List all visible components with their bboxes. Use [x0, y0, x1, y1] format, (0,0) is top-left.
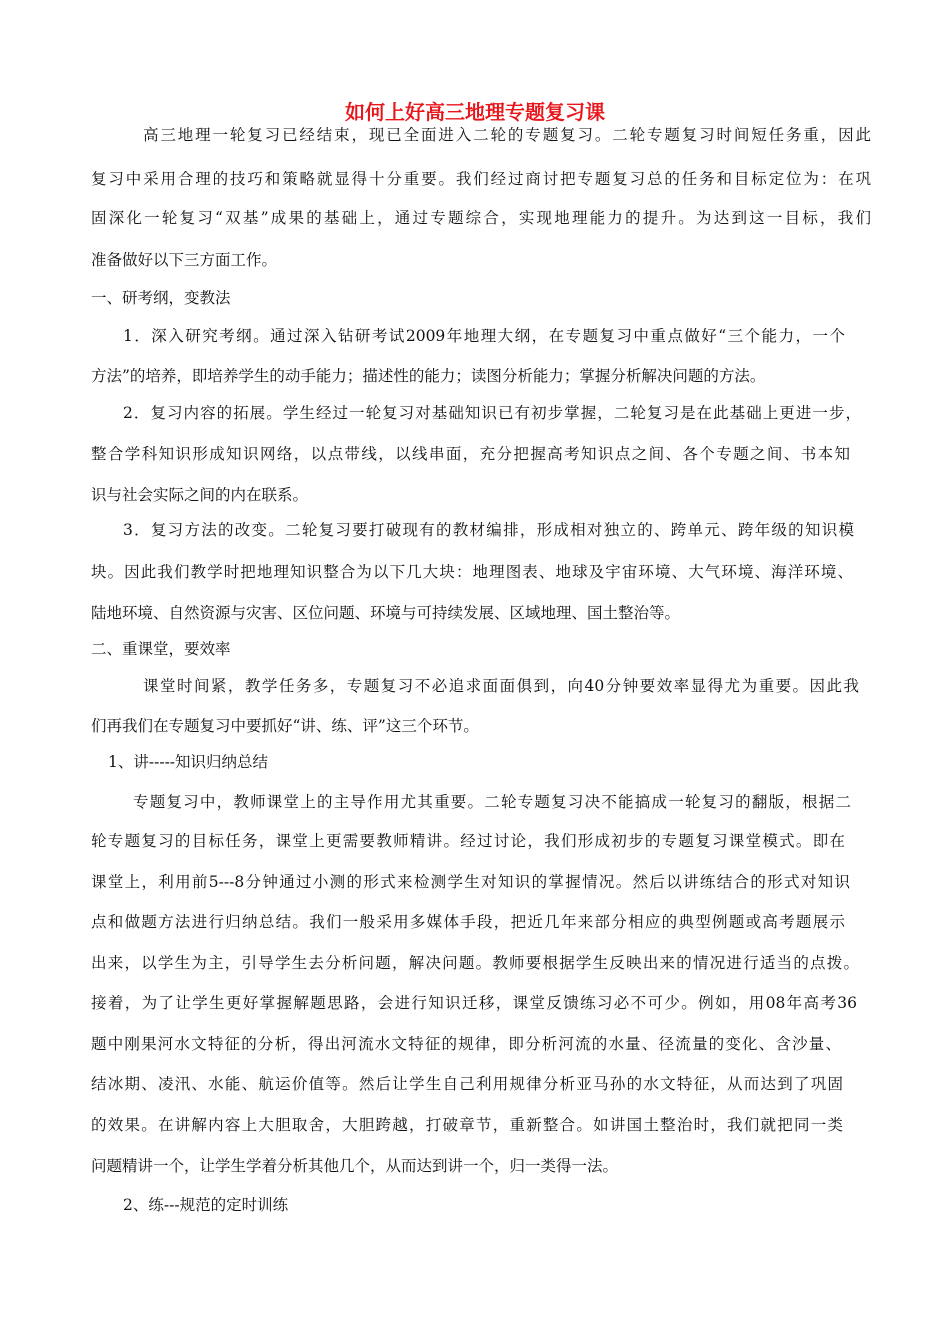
paragraph-line: 1．深入研究考纲。通过深入钻研考试2009年地理大纲，在专题复习中重点做好“三个能力，一个 — [123, 327, 845, 345]
paragraph-line: 课堂时间紧，教学任务多，专题复习不必追求面面俱到，向40分钟要效率显得尤为重要。因此我 — [143, 677, 859, 695]
paragraph-line: 高三地理一轮复习已经结束，现已全面进入二轮的专题复习。二轮专题复习时间短任务重，因此 — [143, 126, 871, 144]
section-heading: 一、研考纲，变教法 — [91, 289, 231, 307]
paragraph-line: 固深化一轮复习“双基”成果的基础上，通过专题综合，实现地理能力的提升。为达到这一目标，我们 — [91, 209, 871, 227]
paragraph-line: 点和做题方法进行归纳总结。我们一般采用多媒体手段，把近几年来部分相应的典型例题或高考题展示 — [91, 913, 845, 931]
paragraph-line: 题中刚果河水文特征的分析，得出河流水文特征的规律，即分析河流的水量、径流量的变化、含沙量、 — [91, 1035, 841, 1053]
paragraph-line: 们再我们在专题复习中要抓好“讲、练、评”这三个环节。 — [91, 717, 479, 735]
paragraph-line: 的效果。在讲解内容上大胆取舍，大胆跨越，打破章节，重新整合。如讲国土整治时，我们就把同一类 — [91, 1116, 843, 1134]
paragraph-line: 复习中采用合理的技巧和策略就显得十分重要。我们经过商讨把专题复习总的任务和目标定位为：在巩 — [91, 170, 871, 188]
subsection-heading: 1、讲-----知识归纳总结 — [108, 753, 269, 771]
paragraph-line: 识与社会实际之间的内在联系。 — [91, 486, 309, 504]
paragraph-line: 方法”的培养，即培养学生的动手能力；描述性的能力；读图分析能力；掌握分析解决问题的方法。 — [91, 367, 766, 385]
subsection-heading: 2、练---规范的定时训练 — [123, 1196, 289, 1214]
paragraph-line: 准备做好以下三方面工作。 — [91, 251, 278, 269]
paragraph-line: 专题复习中，教师课堂上的主导作用尤其重要。二轮专题复习决不能搞成一轮复习的翻版，根据二 — [133, 793, 851, 811]
paragraph-line: 3．复习方法的改变。二轮复习要打破现有的教材编排，形成相对独立的、跨单元、跨年级的知识模 — [123, 521, 854, 539]
paragraph-line: 出来，以学生为主，引导学生去分析问题，解决问题。教师要根据学生反映出来的情况进行适当的点拨。 — [91, 954, 859, 972]
paragraph-line: 课堂上，利用前5---8分钟通过小测的形式来检测学生对知识的掌握情况。然后以讲练结合的形式对知识 — [91, 873, 850, 891]
paragraph-line: 接着，为了让学生更好掌握解题思路，会进行知识迁移，课堂反馈练习必不可少。例如，用08年高考36 — [91, 994, 857, 1012]
paragraph-line: 结冰期、凌汛、水能、航运价值等。然后让学生自己利用规律分析亚马孙的水文特征，从而达到了巩固 — [91, 1075, 843, 1093]
paragraph-line: 陆地环境、自然资源与灾害、区位问题、环境与可持续发展、区域地理、国土整治等。 — [91, 604, 681, 622]
paragraph-line: 轮专题复习的目标任务，课堂上更需要教师精讲。经过讨论，我们形成初步的专题复习课堂模式。即在 — [91, 832, 845, 850]
paragraph-line: 整合学科知识形成知识网络，以点带线，以线串面，充分把握高考知识点之间、各个专题之间、书本知 — [91, 445, 850, 463]
paragraph-line: 问题精讲一个，让学生学着分析其他几个，从而达到讲一个，归一类得一法。 — [91, 1157, 619, 1175]
paragraph-line: 块。因此我们教学时把地理知识整合为以下几大块：地理图表、地球及宇宙环境、大气环境、海洋环境、 — [91, 563, 853, 581]
document-title: 如何上好高三地理专题复习课 — [345, 100, 605, 124]
section-heading: 二、重课堂，要效率 — [91, 640, 231, 658]
paragraph-line: 2．复习内容的拓展。学生经过一轮复习对基础知识已有初步掌握，二轮复习是在此基础上更进一步， — [123, 404, 861, 422]
